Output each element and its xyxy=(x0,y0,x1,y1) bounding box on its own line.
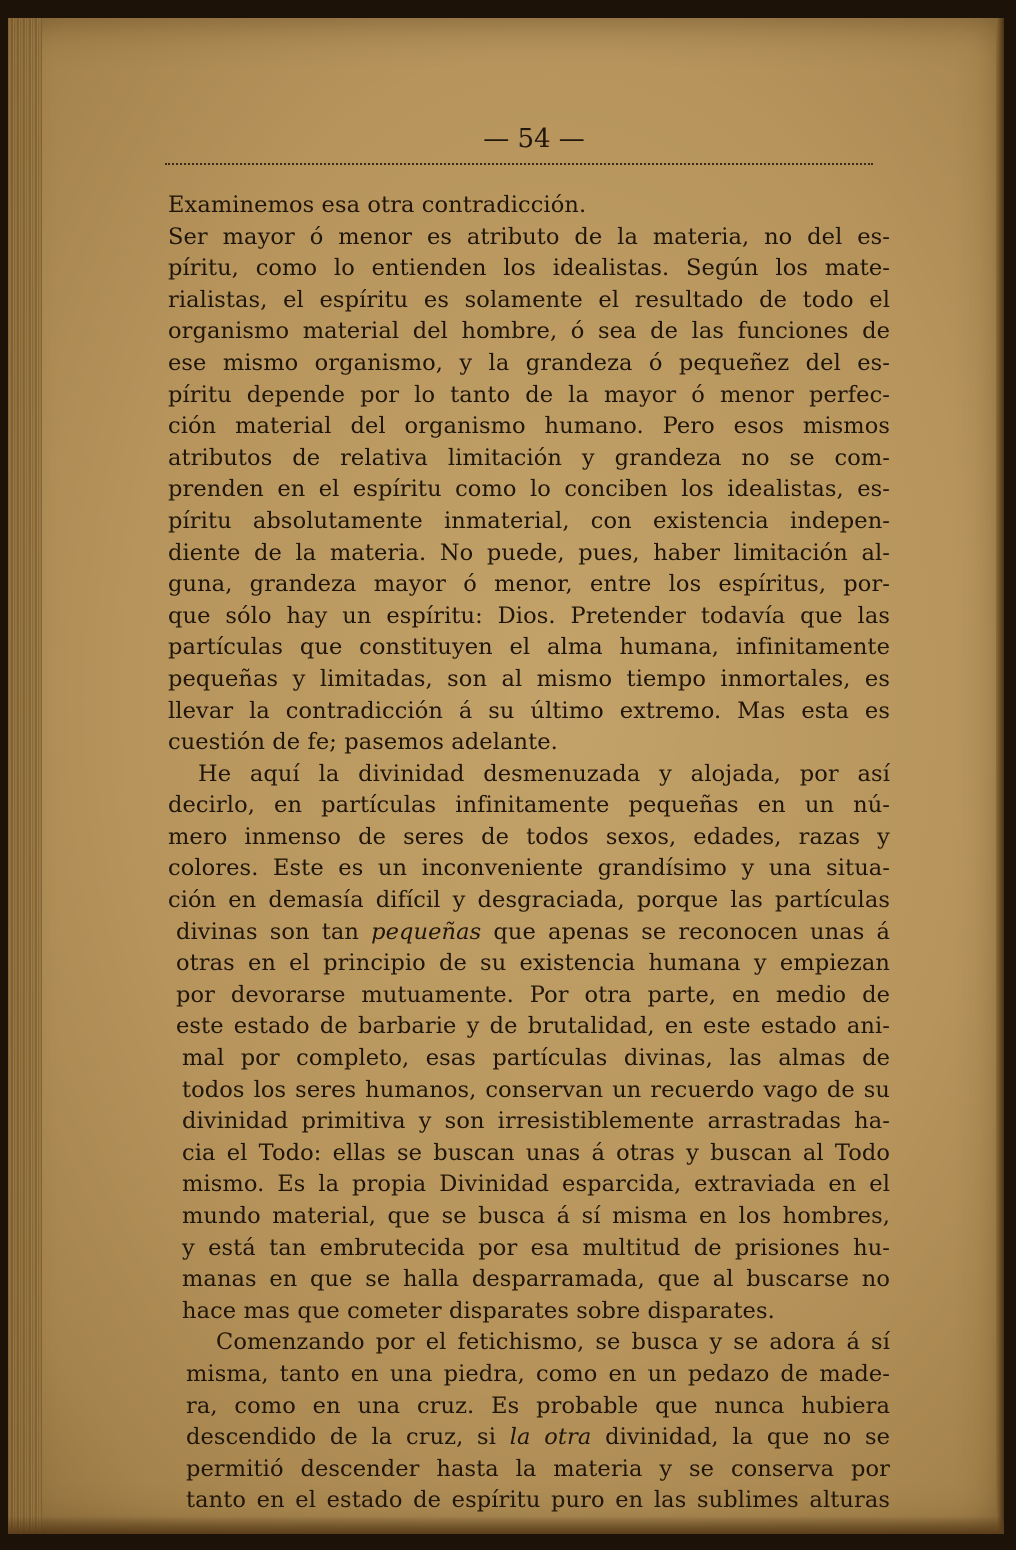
text-line: partículas que constituyen el alma humana, infinitamente xyxy=(168,634,890,661)
text-line: mundo material, que se busca á sí misma en los hombres, xyxy=(182,1203,890,1229)
text-segment: descendido de la cruz, si xyxy=(186,1424,510,1451)
text-segment: divinidad, la que no se xyxy=(591,1424,891,1451)
page-right-edge xyxy=(996,18,1004,1534)
text-line: permitió descender hasta la materia y se conserva por xyxy=(186,1455,890,1482)
body-text xyxy=(168,190,890,1517)
text-line: He aquí la divinidad desmenuzada y alojada, por así xyxy=(198,760,890,787)
text-line: decirlo, en partículas infinitamente pequeñas en un nú- xyxy=(168,792,890,819)
text-line: rialistas, el espíritu es solamente el resultado de todo el xyxy=(168,286,890,313)
page-bottom-edge xyxy=(8,1516,1004,1534)
text-line xyxy=(186,1422,890,1454)
text-line: tanto en el estado de espíritu puro en las sublimes alturas xyxy=(186,1487,890,1514)
text-line: que sólo hay un espíritu: Dios. Pretender todavía que las xyxy=(168,602,890,629)
text-line: este estado de barbarie y de brutalidad, en este estado ani- xyxy=(176,1013,890,1040)
text-line: manas en que se halla desparramada, que al buscarse no xyxy=(182,1266,890,1293)
text-line: píritu, como lo entienden los idealistas. Según los mate- xyxy=(168,255,890,282)
text-line: divinidad primitiva y son irresistiblemente arrastradas ha- xyxy=(182,1108,890,1135)
text-line: prenden en el espíritu como lo conciben los idealistas, es- xyxy=(168,476,890,503)
text-line: misma, tanto en una piedra, como en un pedazo de made- xyxy=(186,1360,890,1387)
text-line: mismo. Es la propia Divinidad esparcida, extraviada en el xyxy=(182,1171,890,1198)
text-line: hace mas que cometer disparates sobre disparates. xyxy=(182,1297,775,1324)
text-line: guna, grandeza mayor ó menor, entre los espíritus, por- xyxy=(168,571,890,598)
text-line: colores. Este es un inconveniente grandísimo y una situa- xyxy=(168,855,890,882)
text-line: cuestión de fe; pasemos adelante. xyxy=(168,729,558,756)
text-line: Comenzando por el fetichismo, se busca y se adora á sí xyxy=(216,1329,890,1356)
text-line: todos los seres humanos, conservan un recuerdo vago de su xyxy=(182,1076,890,1103)
text-line: Examinemos esa otra contradicción. xyxy=(168,192,587,218)
italic-phrase: la otra xyxy=(509,1424,592,1451)
italic-word: pequeñas xyxy=(371,918,482,945)
text-line: píritu absolutamente inmaterial, con existencia indepen- xyxy=(168,507,890,534)
text-line: ese mismo organismo, y la grandeza ó pequeñez del es- xyxy=(168,349,890,376)
text-line: por devorarse mutuamente. Por otra parte, en medio de xyxy=(176,981,890,1008)
text-segment: divinas son tan xyxy=(176,918,372,945)
text-line: píritu depende por lo tanto de la mayor ó menor perfec- xyxy=(168,381,890,408)
text-line: llevar la contradicción á su último extremo. Mas esta es xyxy=(168,697,890,724)
text-line: y está tan embrutecida por esa multitud de prisiones hu- xyxy=(182,1234,890,1261)
text-line: otras en el principio de su existencia humana y empiezan xyxy=(176,950,890,977)
page-binding-edge xyxy=(8,18,42,1534)
text-segment: que apenas se reconocen unas á xyxy=(481,918,890,945)
text-line: pequeñas y limitadas, son al mismo tiempo inmortales, es xyxy=(168,665,890,692)
text-line: diente de la materia. No puede, pues, haber limitación al- xyxy=(168,539,890,566)
text-line: cia el Todo: ellas se buscan unas á otras y buscan al Todo xyxy=(182,1139,890,1166)
page-number: — 54 — xyxy=(483,124,585,154)
text-line: ción en demasía difícil y desgraciada, porque las partículas xyxy=(168,887,890,914)
header-rule xyxy=(165,163,873,165)
text-line xyxy=(176,917,890,949)
text-line: atributos de relativa limitación y grandeza no se com- xyxy=(168,444,890,471)
text-line: organismo material del hombre, ó sea de las funciones de xyxy=(168,318,890,345)
text-line: ra, como en una cruz. Es probable que nunca hubiera xyxy=(186,1392,890,1419)
text-line: Ser mayor ó menor es atributo de la materia, no del es- xyxy=(168,223,890,250)
text-line: mero inmenso de seres de todos sexos, edades, razas y xyxy=(168,823,890,850)
text-line: mal por completo, esas partículas divinas, las almas de xyxy=(182,1045,890,1072)
text-line: ción material del organismo humano. Pero esos mismos xyxy=(168,413,890,440)
